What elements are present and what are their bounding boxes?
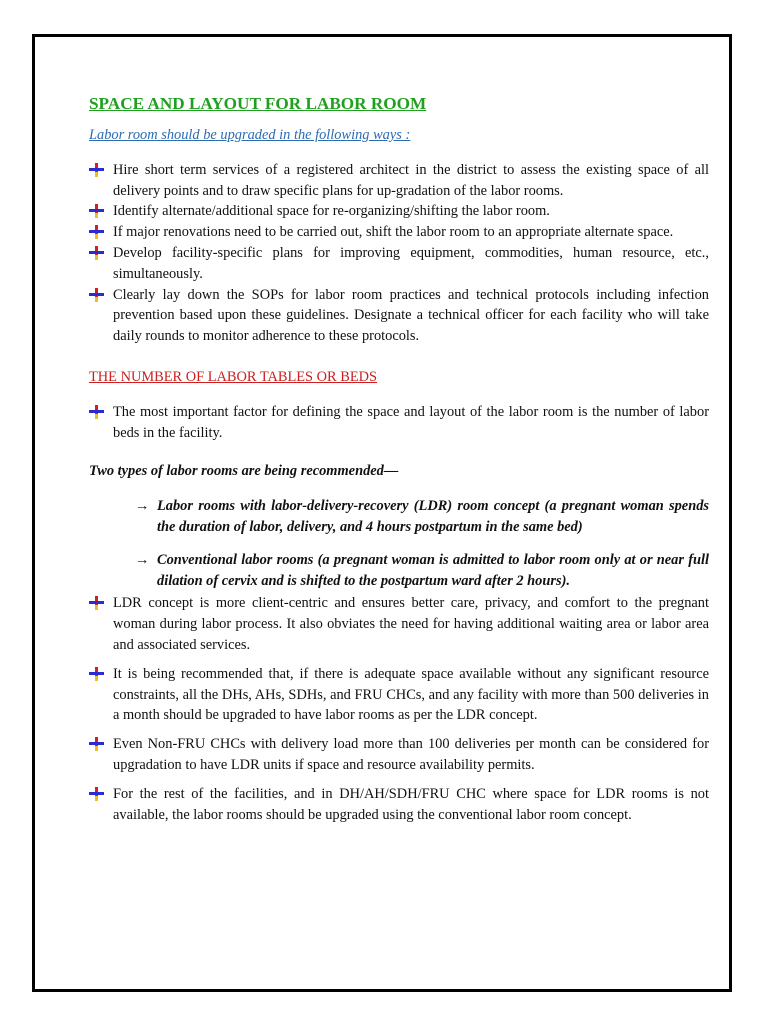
page-subtitle: Labor room should be upgraded in the following ways : xyxy=(89,127,411,143)
arrow-bullet-icon xyxy=(89,405,105,419)
arrow-bullet-icon xyxy=(89,204,105,218)
list-item: If major renovations need to be carried out, shift the labor room to an appropriate alternate space. xyxy=(89,222,709,243)
list-item: Even Non-FRU CHCs with delivery load more than 100 deliveries per month can be considered for upgradation to have LDR units if space and resource availability permits. xyxy=(89,734,709,776)
arrow-bullet-icon xyxy=(89,787,105,801)
upgrade-points-list xyxy=(89,160,709,347)
arrow-bullet-icon xyxy=(89,737,105,751)
right-arrow-icon: → xyxy=(135,498,150,515)
section-heading: THE NUMBER OF LABOR TABLES OR BEDS xyxy=(89,368,378,385)
list-item: The most important factor for defining the space and layout of the labor room is the number of labor beds in the facility. xyxy=(89,402,709,444)
list-item: It is being recommended that, if there is adequate space available without any significant resource constraints, all the DHs, AHs, SDHs, and FRU CHCs, and any facility with more than 500 deliveries in a month should be upgraded to have labor rooms as per the LDR concept. xyxy=(89,664,709,726)
list-item: Identify alternate/additional space for re-organizing/shifting the labor room. xyxy=(89,201,709,222)
right-arrow-icon: → xyxy=(135,551,150,568)
list-item: Hire short term services of a registered architect in the district to assess the existing space of all delivery points and to draw specific plans for up-gradation of the labor rooms. xyxy=(89,160,709,202)
section-points-list xyxy=(89,402,709,444)
page-title: SPACE AND LAYOUT FOR LABOR ROOM xyxy=(89,94,427,113)
room-types-list xyxy=(89,496,709,591)
arrow-bullet-icon xyxy=(89,163,105,177)
list-item: For the rest of the facilities, and in DH/AH/SDH/FRU CHC where space for LDR rooms is not available, the labor rooms should be upgraded using the conventional labor room concept. xyxy=(89,784,709,826)
list-item: → Labor rooms with labor-delivery-recovery (LDR) room concept (a pregnant woman spends the duration of labor, delivery, and 4 hours postpartum in the same bed) xyxy=(135,498,709,535)
list-item: LDR concept is more client-centric and ensures better care, privacy, and comfort to the pregnant woman during labor process. It also obviates the need for having additional waiting area or labor area and associated services. xyxy=(89,593,709,655)
ldr-points-list xyxy=(89,593,709,825)
arrow-bullet-icon xyxy=(89,596,105,610)
page-content xyxy=(89,93,709,825)
list-item: Develop facility-specific plans for improving equipment, commodities, human resource, etc., simultaneously. xyxy=(89,243,709,285)
list-item: Clearly lay down the SOPs for labor room practices and technical protocols including infection prevention based upon these guidelines. Designate a technical officer for each facility who will take daily rounds to monitor adherence to these protocols. xyxy=(89,285,709,347)
arrow-bullet-icon xyxy=(89,246,105,260)
list-item: → Conventional labor rooms (a pregnant woman is admitted to labor room only at or near full dilation of cervix and is shifted to the postpartum ward after 2 hours). xyxy=(135,551,709,589)
document-page xyxy=(32,34,732,992)
arrow-bullet-icon xyxy=(89,667,105,681)
arrow-bullet-icon xyxy=(89,288,105,302)
arrow-bullet-icon xyxy=(89,225,105,239)
types-lead-text: Two types of labor rooms are being recommended— xyxy=(89,463,399,480)
